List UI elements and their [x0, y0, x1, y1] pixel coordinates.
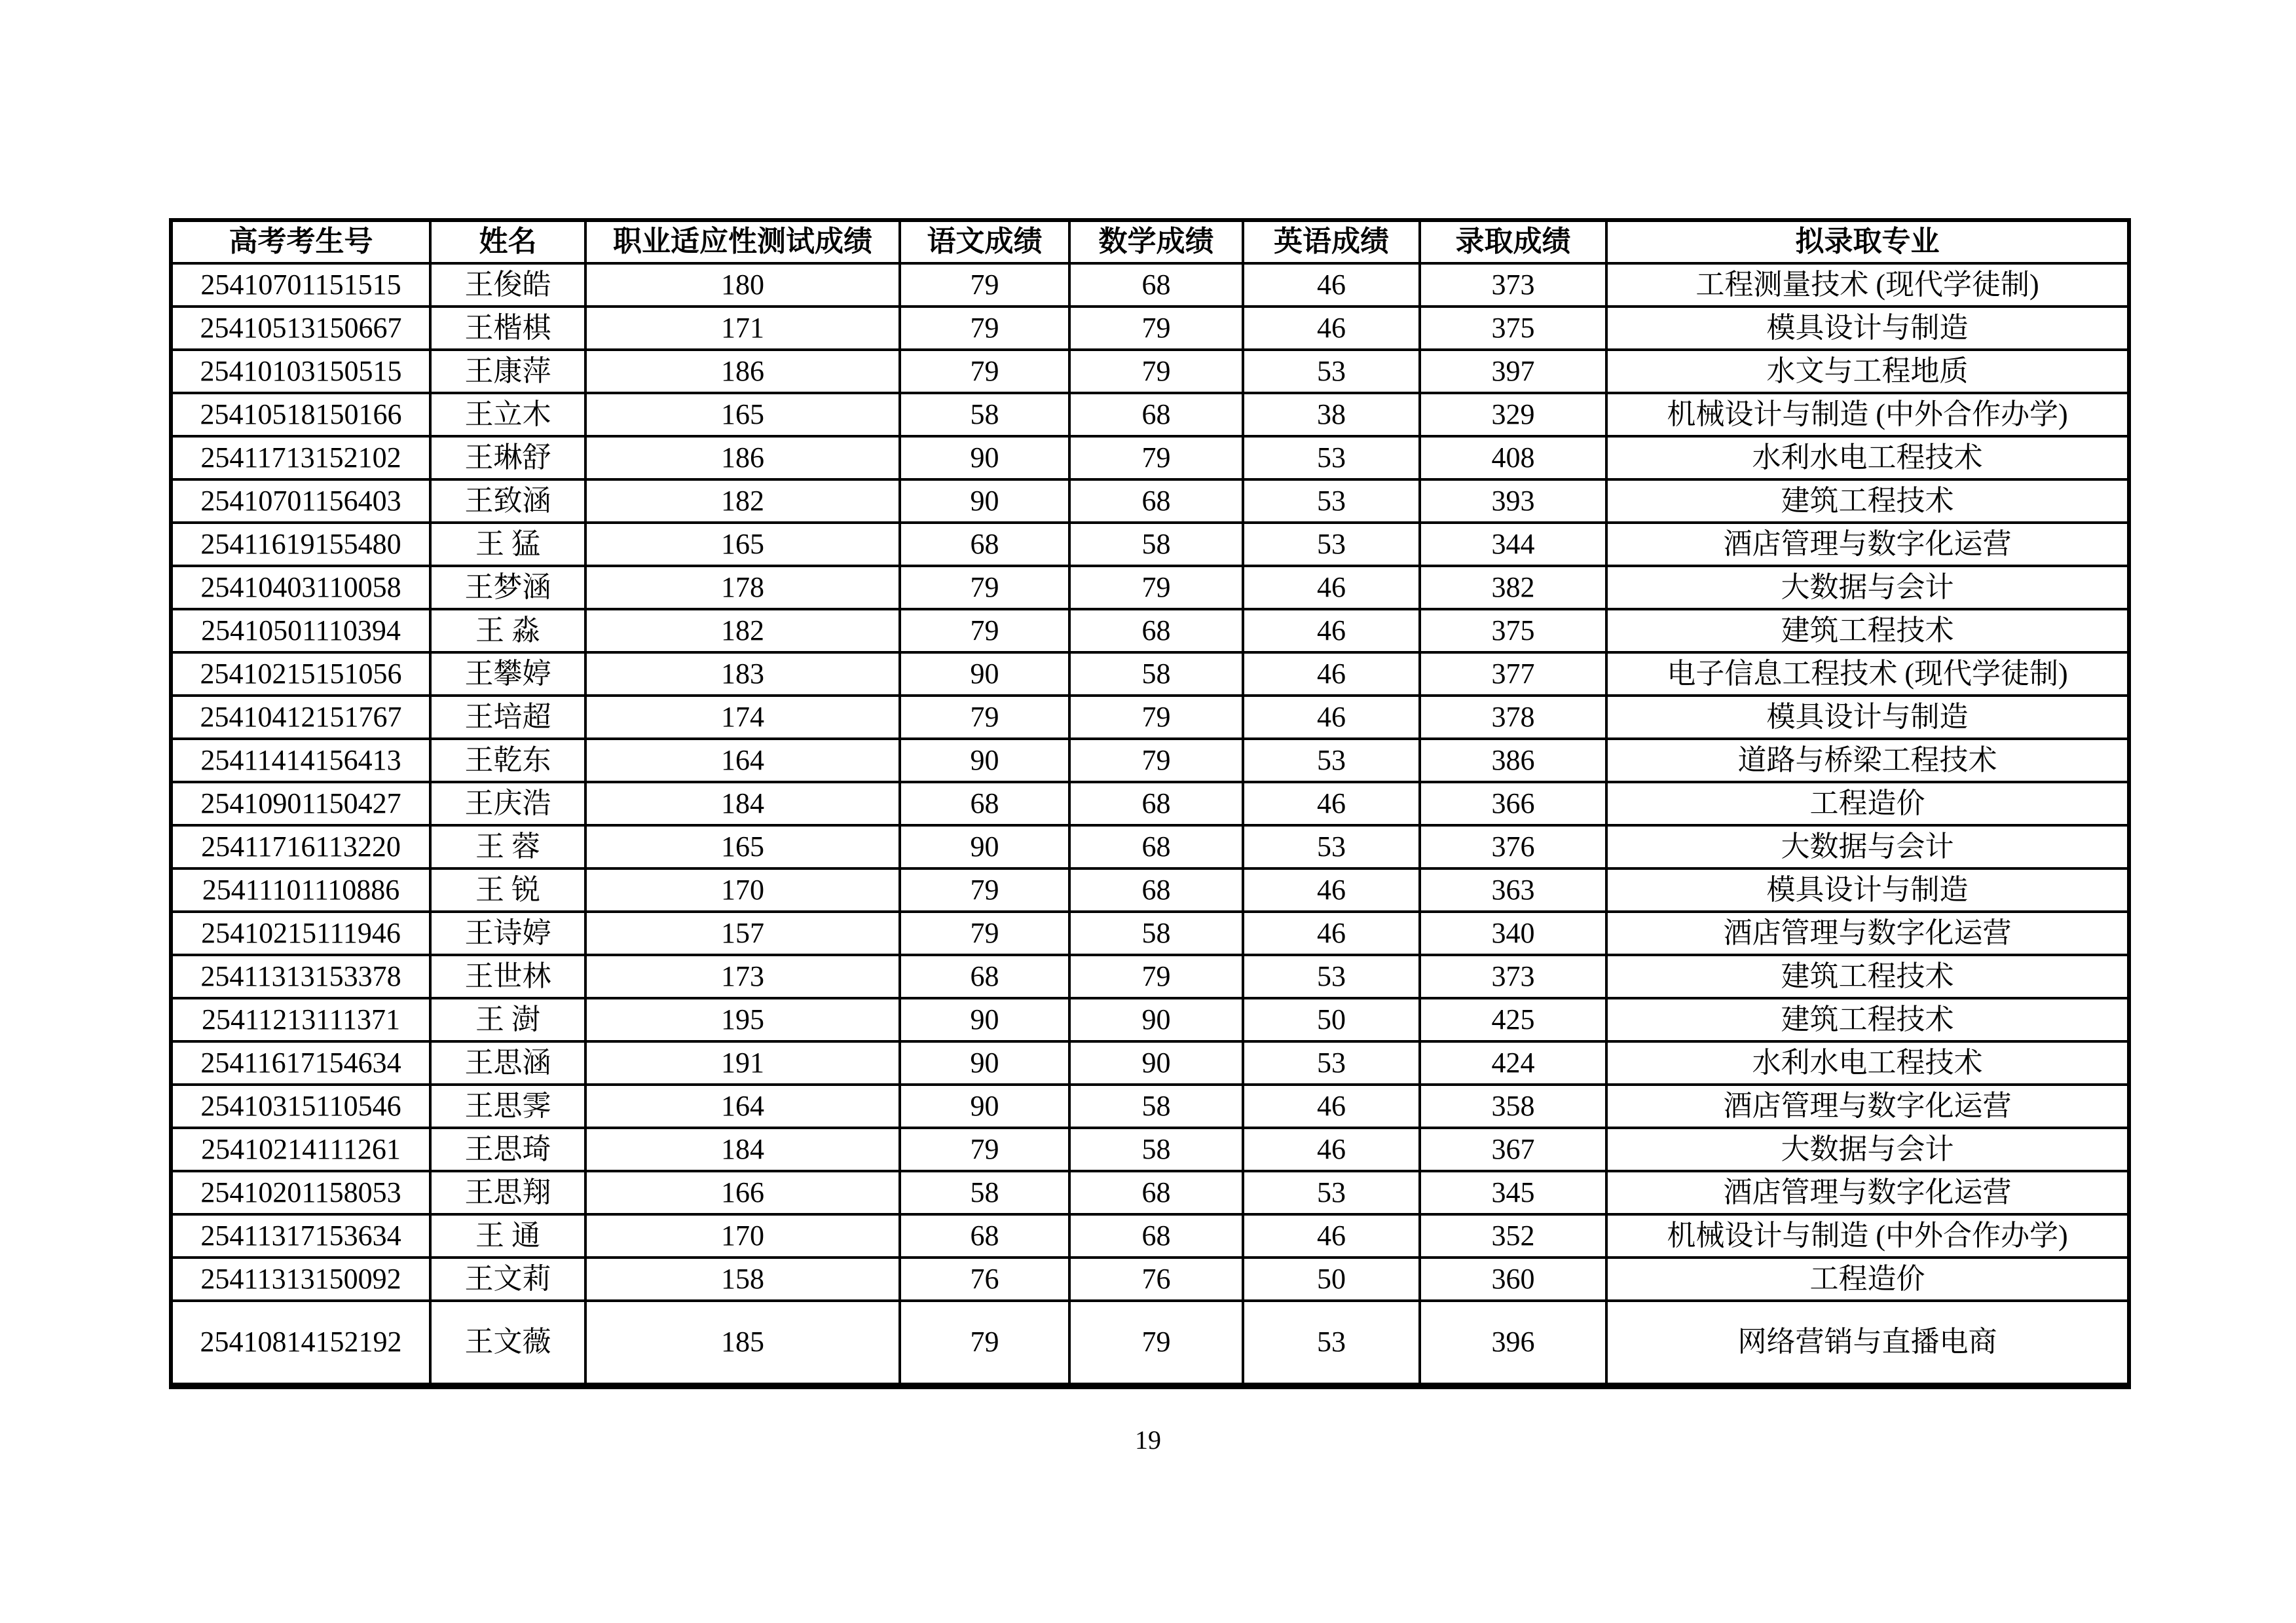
- cell-total: 396: [1420, 1301, 1606, 1386]
- cell-total: 344: [1420, 523, 1606, 566]
- table-row: [171, 307, 2129, 350]
- cell-chinese: 79: [900, 566, 1069, 609]
- cell-id: 25411313153378: [171, 955, 430, 998]
- cell-test: 186: [585, 436, 900, 479]
- cell-english: 53: [1243, 955, 1420, 998]
- table-row: [171, 609, 2129, 652]
- cell-test: 174: [585, 696, 900, 739]
- cell-english: 46: [1243, 652, 1420, 696]
- cell-test: 157: [585, 912, 900, 955]
- cell-chinese: 79: [900, 696, 1069, 739]
- cell-chinese: 79: [900, 1301, 1069, 1386]
- table-row: [171, 1128, 2129, 1171]
- cell-math: 68: [1069, 1171, 1243, 1214]
- cell-test: 165: [585, 523, 900, 566]
- column-header-english: 英语成绩: [1243, 220, 1420, 263]
- cell-math: 79: [1069, 350, 1243, 393]
- cell-english: 46: [1243, 1214, 1420, 1258]
- cell-id: 25411101110886: [171, 868, 430, 912]
- cell-major: 模具设计与制造: [1606, 868, 2129, 912]
- cell-math: 90: [1069, 1041, 1243, 1085]
- table-row: [171, 825, 2129, 868]
- cell-major: 酒店管理与数字化运营: [1606, 1171, 2129, 1214]
- cell-chinese: 79: [900, 912, 1069, 955]
- cell-name: 王攀婷: [430, 652, 585, 696]
- cell-id: 25410412151767: [171, 696, 430, 739]
- cell-test: 165: [585, 393, 900, 436]
- cell-test: 191: [585, 1041, 900, 1085]
- cell-math: 68: [1069, 263, 1243, 307]
- table-row: [171, 652, 2129, 696]
- cell-math: 79: [1069, 739, 1243, 782]
- cell-major: 模具设计与制造: [1606, 307, 2129, 350]
- cell-test: 170: [585, 1214, 900, 1258]
- cell-chinese: 68: [900, 523, 1069, 566]
- cell-math: 58: [1069, 912, 1243, 955]
- cell-english: 46: [1243, 609, 1420, 652]
- cell-math: 68: [1069, 479, 1243, 523]
- cell-math: 68: [1069, 782, 1243, 825]
- cell-major: 酒店管理与数字化运营: [1606, 523, 2129, 566]
- page-number: 19: [1135, 1425, 1161, 1455]
- cell-name: 王思涵: [430, 1041, 585, 1085]
- cell-id: 25411619155480: [171, 523, 430, 566]
- cell-id: 25410103150515: [171, 350, 430, 393]
- cell-name: 王楷棋: [430, 307, 585, 350]
- cell-math: 79: [1069, 566, 1243, 609]
- table-row: [171, 523, 2129, 566]
- cell-test: 185: [585, 1301, 900, 1386]
- cell-english: 50: [1243, 998, 1420, 1041]
- cell-chinese: 90: [900, 479, 1069, 523]
- cell-english: 53: [1243, 739, 1420, 782]
- cell-chinese: 90: [900, 652, 1069, 696]
- cell-chinese: 90: [900, 825, 1069, 868]
- cell-major: 机械设计与制造 (中外合作办学): [1606, 393, 2129, 436]
- cell-name: 王 淼: [430, 609, 585, 652]
- cell-total: 393: [1420, 479, 1606, 523]
- admission-results-table: [169, 218, 2131, 1389]
- cell-chinese: 58: [900, 1171, 1069, 1214]
- cell-total: 378: [1420, 696, 1606, 739]
- cell-english: 46: [1243, 696, 1420, 739]
- cell-total: 375: [1420, 609, 1606, 652]
- cell-math: 58: [1069, 1128, 1243, 1171]
- table-row: [171, 782, 2129, 825]
- cell-name: 王康萍: [430, 350, 585, 393]
- cell-math: 68: [1069, 393, 1243, 436]
- cell-english: 53: [1243, 350, 1420, 393]
- cell-id: 25410814152192: [171, 1301, 430, 1386]
- cell-chinese: 68: [900, 782, 1069, 825]
- cell-english: 46: [1243, 912, 1420, 955]
- cell-total: 376: [1420, 825, 1606, 868]
- cell-english: 46: [1243, 1128, 1420, 1171]
- cell-chinese: 58: [900, 393, 1069, 436]
- cell-total: 363: [1420, 868, 1606, 912]
- cell-english: 38: [1243, 393, 1420, 436]
- cell-major: 工程造价: [1606, 782, 2129, 825]
- cell-total: 424: [1420, 1041, 1606, 1085]
- cell-math: 58: [1069, 523, 1243, 566]
- column-header-major: 拟录取专业: [1606, 220, 2129, 263]
- cell-major: 水利水电工程技术: [1606, 436, 2129, 479]
- table-row: [171, 998, 2129, 1041]
- cell-name: 王梦涵: [430, 566, 585, 609]
- cell-math: 58: [1069, 652, 1243, 696]
- cell-id: 25411317153634: [171, 1214, 430, 1258]
- cell-total: 408: [1420, 436, 1606, 479]
- cell-id: 25410215151056: [171, 652, 430, 696]
- table-row: [171, 1171, 2129, 1214]
- cell-total: 358: [1420, 1085, 1606, 1128]
- cell-name: 王文薇: [430, 1301, 585, 1386]
- cell-major: 工程测量技术 (现代学徒制): [1606, 263, 2129, 307]
- cell-test: 182: [585, 479, 900, 523]
- cell-major: 机械设计与制造 (中外合作办学): [1606, 1214, 2129, 1258]
- cell-id: 25410201158053: [171, 1171, 430, 1214]
- cell-chinese: 79: [900, 307, 1069, 350]
- table-row: [171, 739, 2129, 782]
- cell-english: 46: [1243, 263, 1420, 307]
- cell-total: 329: [1420, 393, 1606, 436]
- cell-english: 53: [1243, 1301, 1420, 1386]
- cell-total: 352: [1420, 1214, 1606, 1258]
- cell-math: 90: [1069, 998, 1243, 1041]
- cell-name: 王致涵: [430, 479, 585, 523]
- cell-math: 68: [1069, 609, 1243, 652]
- cell-math: 76: [1069, 1258, 1243, 1301]
- column-header-name: 姓名: [430, 220, 585, 263]
- table-body: [171, 263, 2129, 1386]
- cell-name: 王文莉: [430, 1258, 585, 1301]
- cell-name: 王诗婷: [430, 912, 585, 955]
- cell-total: 375: [1420, 307, 1606, 350]
- cell-total: 382: [1420, 566, 1606, 609]
- table-row: [171, 912, 2129, 955]
- cell-test: 165: [585, 825, 900, 868]
- cell-id: 25410501110394: [171, 609, 430, 652]
- cell-name: 王思翔: [430, 1171, 585, 1214]
- cell-major: 水利水电工程技术: [1606, 1041, 2129, 1085]
- cell-english: 53: [1243, 523, 1420, 566]
- cell-id: 25411313150092: [171, 1258, 430, 1301]
- cell-name: 王 蓉: [430, 825, 585, 868]
- cell-test: 173: [585, 955, 900, 998]
- cell-chinese: 68: [900, 955, 1069, 998]
- cell-english: 46: [1243, 566, 1420, 609]
- cell-chinese: 90: [900, 739, 1069, 782]
- cell-total: 397: [1420, 350, 1606, 393]
- table-row: [171, 1085, 2129, 1128]
- cell-test: 195: [585, 998, 900, 1041]
- cell-name: 王 锐: [430, 868, 585, 912]
- cell-test: 182: [585, 609, 900, 652]
- cell-major: 酒店管理与数字化运营: [1606, 912, 2129, 955]
- cell-id: 25410315110546: [171, 1085, 430, 1128]
- cell-name: 王 猛: [430, 523, 585, 566]
- cell-name: 王乾东: [430, 739, 585, 782]
- cell-chinese: 79: [900, 350, 1069, 393]
- cell-id: 25410701151515: [171, 263, 430, 307]
- cell-english: 53: [1243, 436, 1420, 479]
- cell-math: 68: [1069, 868, 1243, 912]
- cell-chinese: 79: [900, 1128, 1069, 1171]
- cell-chinese: 90: [900, 1041, 1069, 1085]
- cell-name: 王庆浩: [430, 782, 585, 825]
- cell-english: 53: [1243, 1041, 1420, 1085]
- cell-test: 180: [585, 263, 900, 307]
- cell-chinese: 90: [900, 998, 1069, 1041]
- column-header-total: 录取成绩: [1420, 220, 1606, 263]
- cell-major: 道路与桥梁工程技术: [1606, 739, 2129, 782]
- cell-total: 367: [1420, 1128, 1606, 1171]
- table-header: [171, 220, 2129, 263]
- cell-id: 25410701156403: [171, 479, 430, 523]
- cell-math: 79: [1069, 955, 1243, 998]
- cell-chinese: 79: [900, 609, 1069, 652]
- cell-major: 建筑工程技术: [1606, 998, 2129, 1041]
- table-row: [171, 350, 2129, 393]
- cell-major: 建筑工程技术: [1606, 609, 2129, 652]
- cell-major: 模具设计与制造: [1606, 696, 2129, 739]
- cell-total: 360: [1420, 1258, 1606, 1301]
- table-row: [171, 1214, 2129, 1258]
- table-row: [171, 1258, 2129, 1301]
- cell-id: 25411617154634: [171, 1041, 430, 1085]
- cell-test: 164: [585, 739, 900, 782]
- table-row: [171, 868, 2129, 912]
- table-row: [171, 1301, 2129, 1386]
- cell-chinese: 79: [900, 263, 1069, 307]
- cell-test: 166: [585, 1171, 900, 1214]
- cell-name: 王俊皓: [430, 263, 585, 307]
- cell-major: 建筑工程技术: [1606, 955, 2129, 998]
- cell-id: 25410513150667: [171, 307, 430, 350]
- column-header-math: 数学成绩: [1069, 220, 1243, 263]
- cell-major: 工程造价: [1606, 1258, 2129, 1301]
- cell-name: 王世林: [430, 955, 585, 998]
- cell-chinese: 76: [900, 1258, 1069, 1301]
- cell-id: 25411414156413: [171, 739, 430, 782]
- table-row: [171, 263, 2129, 307]
- cell-total: 345: [1420, 1171, 1606, 1214]
- cell-math: 58: [1069, 1085, 1243, 1128]
- cell-total: 366: [1420, 782, 1606, 825]
- cell-id: 25411716113220: [171, 825, 430, 868]
- table-row: [171, 696, 2129, 739]
- cell-math: 79: [1069, 307, 1243, 350]
- cell-major: 大数据与会计: [1606, 566, 2129, 609]
- cell-major: 电子信息工程技术 (现代学徒制): [1606, 652, 2129, 696]
- cell-id: 25410901150427: [171, 782, 430, 825]
- cell-math: 79: [1069, 1301, 1243, 1386]
- cell-total: 377: [1420, 652, 1606, 696]
- cell-english: 50: [1243, 1258, 1420, 1301]
- cell-test: 186: [585, 350, 900, 393]
- cell-test: 158: [585, 1258, 900, 1301]
- cell-english: 46: [1243, 782, 1420, 825]
- table-row: [171, 479, 2129, 523]
- cell-id: 25410215111946: [171, 912, 430, 955]
- cell-total: 373: [1420, 955, 1606, 998]
- cell-major: 大数据与会计: [1606, 825, 2129, 868]
- header-row: [171, 220, 2129, 263]
- column-header-id: 高考考生号: [171, 220, 430, 263]
- cell-test: 178: [585, 566, 900, 609]
- cell-math: 68: [1069, 1214, 1243, 1258]
- cell-id: 25410518150166: [171, 393, 430, 436]
- cell-total: 373: [1420, 263, 1606, 307]
- cell-english: 46: [1243, 868, 1420, 912]
- cell-math: 79: [1069, 696, 1243, 739]
- cell-id: 25410214111261: [171, 1128, 430, 1171]
- cell-name: 王思琦: [430, 1128, 585, 1171]
- cell-name: 王琳舒: [430, 436, 585, 479]
- cell-major: 网络营销与直播电商: [1606, 1301, 2129, 1386]
- cell-chinese: 68: [900, 1214, 1069, 1258]
- cell-name: 王 通: [430, 1214, 585, 1258]
- cell-name: 王思霁: [430, 1085, 585, 1128]
- cell-name: 王立木: [430, 393, 585, 436]
- column-header-chinese: 语文成绩: [900, 220, 1069, 263]
- cell-test: 184: [585, 1128, 900, 1171]
- cell-total: 386: [1420, 739, 1606, 782]
- cell-english: 46: [1243, 1085, 1420, 1128]
- table-row: [171, 436, 2129, 479]
- cell-test: 171: [585, 307, 900, 350]
- cell-math: 68: [1069, 825, 1243, 868]
- cell-major: 水文与工程地质: [1606, 350, 2129, 393]
- table-row: [171, 1041, 2129, 1085]
- cell-english: 53: [1243, 825, 1420, 868]
- cell-test: 184: [585, 782, 900, 825]
- table-row: [171, 955, 2129, 998]
- cell-total: 425: [1420, 998, 1606, 1041]
- cell-total: 340: [1420, 912, 1606, 955]
- cell-major: 酒店管理与数字化运营: [1606, 1085, 2129, 1128]
- cell-id: 25410403110058: [171, 566, 430, 609]
- cell-name: 王培超: [430, 696, 585, 739]
- cell-id: 25411213111371: [171, 998, 430, 1041]
- cell-chinese: 79: [900, 868, 1069, 912]
- cell-name: 王 澍: [430, 998, 585, 1041]
- cell-english: 46: [1243, 307, 1420, 350]
- cell-test: 170: [585, 868, 900, 912]
- cell-english: 53: [1243, 479, 1420, 523]
- cell-major: 大数据与会计: [1606, 1128, 2129, 1171]
- cell-id: 25411713152102: [171, 436, 430, 479]
- cell-chinese: 90: [900, 436, 1069, 479]
- table-row: [171, 566, 2129, 609]
- cell-math: 79: [1069, 436, 1243, 479]
- cell-test: 183: [585, 652, 900, 696]
- cell-test: 164: [585, 1085, 900, 1128]
- cell-chinese: 90: [900, 1085, 1069, 1128]
- column-header-test: 职业适应性测试成绩: [585, 220, 900, 263]
- cell-major: 建筑工程技术: [1606, 479, 2129, 523]
- table-row: [171, 393, 2129, 436]
- cell-english: 53: [1243, 1171, 1420, 1214]
